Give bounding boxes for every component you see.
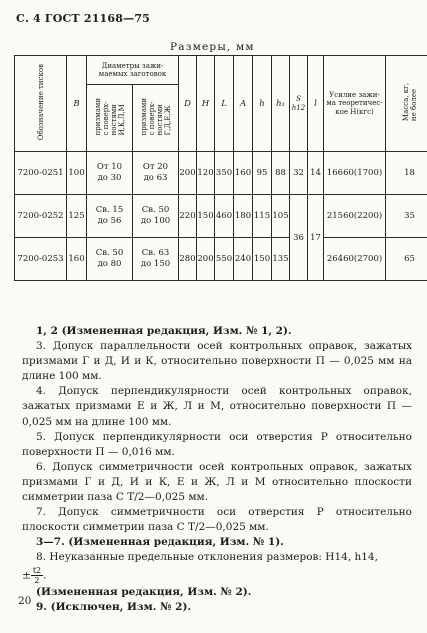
paragraph: 4. Допуск перпендикулярности осей контрольных оправок, зажатых призмами Е и Ж, Л и М, относительно поверхности П — 0,025 мм на длине 100 мм. <box>22 385 412 428</box>
paragraph: 3—7. (Измененная редакция, Изм. № 1). <box>36 536 284 549</box>
cell-d2: От 20 до 63 <box>133 152 179 195</box>
cell-d1: Св. 50 до 80 <box>87 238 133 281</box>
cell-h: 150 <box>253 238 272 281</box>
cell-H: 120 <box>197 152 215 195</box>
cell-d2: Св. 63 до 150 <box>133 238 179 281</box>
cell-mass: 35 <box>386 195 427 238</box>
col-h: h <box>253 56 272 152</box>
cell-L: 350 <box>215 152 234 195</box>
plus-minus: ± <box>22 569 31 581</box>
cell-H: 200 <box>197 238 215 281</box>
cell-H: 150 <box>197 195 215 238</box>
cell-D: 280 <box>179 238 197 281</box>
col-L: L <box>215 56 234 152</box>
paragraph: 7. Допуск симметричности оси отверстия Р относительно плоскости симметрии паза С Т/2—0,025 мм. <box>22 506 412 534</box>
table-row <box>15 238 427 281</box>
cell-S: 32 <box>290 152 308 195</box>
cell-B: 160 <box>67 238 87 281</box>
table-row <box>15 152 427 195</box>
fraction-end: . <box>43 569 47 581</box>
cell-D: 200 <box>179 152 197 195</box>
col-l: l <box>308 56 324 152</box>
col-diam-group: Диаметры зажи- маемых заготовок <box>87 56 179 85</box>
cell-h: 95 <box>253 152 272 195</box>
cell-A: 180 <box>234 195 253 238</box>
cell-h: 115 <box>253 195 272 238</box>
cell-mass: 18 <box>386 152 427 195</box>
table-caption: Размеры, мм <box>170 41 255 53</box>
page-header: С. 4 ГОСТ 21168—75 <box>16 12 151 25</box>
paragraph: 6. Допуск симметричности осей контрольных оправок, зажатых призмами Г и Д, И и К, Е и Ж, Л и М относительно плоскости симметрии паза С Т/2—0,025 мм. <box>22 460 412 504</box>
cell-A: 160 <box>234 152 253 195</box>
col-S: S h12 <box>290 56 308 152</box>
cell-force: 26460(2700) <box>324 238 386 281</box>
cell-designation: 7200-0253 <box>15 238 67 281</box>
fraction: $\frac{t2}{2}$ <box>32 565 42 585</box>
cell-L: 460 <box>215 195 234 238</box>
col-h1: h₁ <box>272 56 290 152</box>
cell-A: 240 <box>234 238 253 281</box>
cell-h1: 88 <box>272 152 290 195</box>
col-H: H <box>197 56 215 152</box>
cell-l: 14 <box>308 152 324 195</box>
paragraph: 1, 2 (Измененная редакция, Изм. № 1, 2). <box>36 325 292 337</box>
cell-L: 550 <box>215 238 234 281</box>
col-D: D <box>179 56 197 152</box>
cell-S-shared: 36 <box>290 195 308 281</box>
body-text <box>22 324 412 615</box>
dimensions-table <box>14 55 427 281</box>
cell-D: 220 <box>179 195 197 238</box>
header-row-1 <box>15 56 427 85</box>
col-diam-2: призмами с поверх- ностями Г,Д,Е,Ж <box>133 85 179 152</box>
cell-mass: 65 <box>386 238 427 281</box>
paragraph: 3. Допуск параллельности осей контрольных оправок, зажатых призмами Г и Д, И и К, относительно поверхности П — 0,025 мм на длине 100 мм. <box>22 340 412 383</box>
cell-d1: Св. 15 до 56 <box>87 195 133 238</box>
cell-designation: 7200-0252 <box>15 195 67 238</box>
col-force: Усилие зажи- ма теоретичес- кое H(кгс) <box>324 56 386 152</box>
cell-d1: От 10 до 30 <box>87 152 133 195</box>
col-designation: Обозначение тисков <box>15 56 67 152</box>
col-B: B <box>67 56 87 152</box>
cell-h1: 105 <box>272 195 290 238</box>
col-diam-1: призмами с поверх- ностями И,К,Л,М <box>87 85 133 152</box>
col-A: A <box>234 56 253 152</box>
cell-l-shared: 17 <box>308 195 324 281</box>
fraction-line <box>22 566 412 585</box>
cell-h1: 135 <box>272 238 290 281</box>
paragraph: (Измененная редакция, Изм. № 2). <box>36 585 252 598</box>
table-row <box>15 195 427 238</box>
paragraph: 9. (Исключен, Изм. № 2). <box>36 600 192 613</box>
cell-designation: 7200-0251 <box>15 152 67 195</box>
cell-B: 100 <box>67 152 87 195</box>
paragraph: 8. Неуказанные предельные отклонения размеров: Н14, h14, <box>36 551 378 564</box>
cell-force: 21560(2200) <box>324 195 386 238</box>
cell-force: 16660(1700) <box>324 152 386 195</box>
page-number: 20 <box>18 595 32 607</box>
col-mass: Масса, кг, не более <box>386 56 427 152</box>
cell-B: 125 <box>67 195 87 238</box>
paragraph: 5. Допуск перпендикулярности оси отверстия Р относительно поверхности П — 0,016 мм. <box>22 430 412 458</box>
cell-d2: Св. 50 до 100 <box>133 195 179 238</box>
